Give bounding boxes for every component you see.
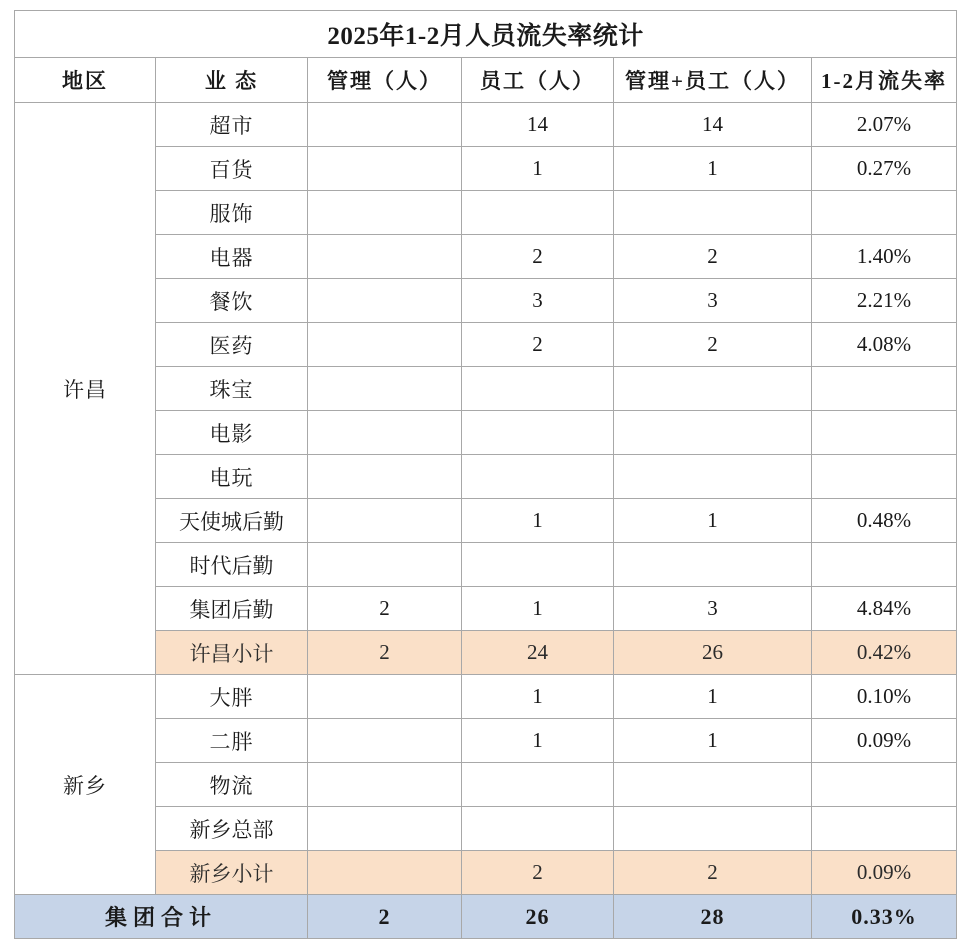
- employees-cell: 1: [462, 719, 614, 763]
- employees-cell: 1: [462, 675, 614, 719]
- table-row: [15, 191, 957, 235]
- format-cell: 物流: [156, 763, 308, 807]
- total-people-cell: 1: [614, 675, 812, 719]
- total-people-cell: 1: [614, 147, 812, 191]
- total-people-cell: [614, 807, 812, 851]
- format-cell: 电器: [156, 235, 308, 279]
- employees-cell: 14: [462, 103, 614, 147]
- format-cell: 电影: [156, 411, 308, 455]
- grand-total-row: [15, 895, 957, 939]
- region-cell-xuchang: 许昌: [15, 103, 156, 675]
- total-people-cell: 14: [614, 103, 812, 147]
- table-row: [15, 807, 957, 851]
- table-row: [15, 763, 957, 807]
- subtotal-employees: 24: [462, 631, 614, 675]
- managers-cell: [308, 719, 462, 763]
- table-row: [15, 411, 957, 455]
- total-people-cell: [614, 191, 812, 235]
- managers-cell: [308, 279, 462, 323]
- total-people-cell: [614, 455, 812, 499]
- loss-rate-cell: 2.21%: [812, 279, 957, 323]
- total-people-cell: [614, 763, 812, 807]
- loss-rate-cell: 4.08%: [812, 323, 957, 367]
- table-row: [15, 675, 957, 719]
- employees-cell: 3: [462, 279, 614, 323]
- managers-cell: [308, 807, 462, 851]
- table-row: [15, 367, 957, 411]
- total-people-cell: 2: [614, 323, 812, 367]
- staff-loss-rate-table: [14, 10, 957, 939]
- table-row: [15, 235, 957, 279]
- employees-cell: [462, 543, 614, 587]
- total-people-cell: [614, 411, 812, 455]
- subtotal-loss-rate: 0.09%: [812, 851, 957, 895]
- loss-rate-cell: [812, 411, 957, 455]
- page-title: 2025年1-2月人员流失率统计: [15, 11, 957, 58]
- total-people-cell: 3: [614, 587, 812, 631]
- table-row: [15, 279, 957, 323]
- table-row: [15, 543, 957, 587]
- loss-rate-cell: 0.10%: [812, 675, 957, 719]
- loss-rate-cell: 0.09%: [812, 719, 957, 763]
- format-cell: 时代后勤: [156, 543, 308, 587]
- total-people-cell: 1: [614, 499, 812, 543]
- managers-cell: [308, 147, 462, 191]
- format-cell: 餐饮: [156, 279, 308, 323]
- subtotal-managers: 2: [308, 631, 462, 675]
- managers-cell: [308, 543, 462, 587]
- format-cell: 新乡总部: [156, 807, 308, 851]
- loss-rate-cell: [812, 543, 957, 587]
- subtotal-loss-rate: 0.42%: [812, 631, 957, 675]
- subtotal-total-people: 26: [614, 631, 812, 675]
- employees-cell: [462, 411, 614, 455]
- managers-cell: [308, 191, 462, 235]
- region-cell-xinxiang: 新乡: [15, 675, 156, 895]
- employees-cell: [462, 807, 614, 851]
- employees-cell: [462, 191, 614, 235]
- total-people-cell: 3: [614, 279, 812, 323]
- managers-cell: [308, 499, 462, 543]
- column-header-managers: 管理（人）: [308, 58, 462, 103]
- format-cell: 电玩: [156, 455, 308, 499]
- table-row: [15, 103, 957, 147]
- managers-cell: [308, 367, 462, 411]
- loss-rate-cell: 2.07%: [812, 103, 957, 147]
- employees-cell: [462, 763, 614, 807]
- managers-cell: [308, 455, 462, 499]
- table-title-row: [15, 11, 957, 58]
- employees-cell: [462, 455, 614, 499]
- employees-cell: 2: [462, 323, 614, 367]
- grand-total-loss-rate: 0.33%: [812, 895, 957, 939]
- employees-cell: 1: [462, 499, 614, 543]
- managers-cell: 2: [308, 587, 462, 631]
- loss-rate-cell: [812, 763, 957, 807]
- managers-cell: [308, 763, 462, 807]
- loss-rate-cell: 0.27%: [812, 147, 957, 191]
- grand-total-employees: 26: [462, 895, 614, 939]
- column-header-region: 地区: [15, 58, 156, 103]
- loss-rate-cell: [812, 807, 957, 851]
- format-cell: 服饰: [156, 191, 308, 235]
- loss-rate-cell: [812, 455, 957, 499]
- format-cell: 医药: [156, 323, 308, 367]
- subtotal-label: 新乡小计: [156, 851, 308, 895]
- table-row: [15, 323, 957, 367]
- format-cell: 大胖: [156, 675, 308, 719]
- managers-cell: [308, 411, 462, 455]
- table-row: [15, 719, 957, 763]
- table-row: [15, 587, 957, 631]
- column-header-employees: 员工（人）: [462, 58, 614, 103]
- grand-total-label: 集团合计: [15, 895, 308, 939]
- managers-cell: [308, 103, 462, 147]
- total-people-cell: [614, 367, 812, 411]
- total-people-cell: 2: [614, 235, 812, 279]
- employees-cell: 2: [462, 235, 614, 279]
- column-header-loss-rate: 1-2月流失率: [812, 58, 957, 103]
- subtotal-total-people: 2: [614, 851, 812, 895]
- format-cell: 珠宝: [156, 367, 308, 411]
- loss-rate-cell: [812, 191, 957, 235]
- managers-cell: [308, 323, 462, 367]
- grand-total-total-people: 28: [614, 895, 812, 939]
- format-cell: 超市: [156, 103, 308, 147]
- subtotal-row-xinxiang: [15, 851, 957, 895]
- employees-cell: [462, 367, 614, 411]
- total-people-cell: 1: [614, 719, 812, 763]
- format-cell: 集团后勤: [156, 587, 308, 631]
- loss-rate-cell: 0.48%: [812, 499, 957, 543]
- column-header-format: 业 态: [156, 58, 308, 103]
- format-cell: 百货: [156, 147, 308, 191]
- employees-cell: 1: [462, 147, 614, 191]
- subtotal-row-xuchang: [15, 631, 957, 675]
- loss-rate-cell: 1.40%: [812, 235, 957, 279]
- managers-cell: [308, 675, 462, 719]
- subtotal-managers: [308, 851, 462, 895]
- subtotal-label: 许昌小计: [156, 631, 308, 675]
- table-header-row: [15, 58, 957, 103]
- format-cell: 二胖: [156, 719, 308, 763]
- table-row: [15, 455, 957, 499]
- column-header-managers-plus-employees: 管理+员工（人）: [614, 58, 812, 103]
- table-row: [15, 499, 957, 543]
- total-people-cell: [614, 543, 812, 587]
- managers-cell: [308, 235, 462, 279]
- grand-total-managers: 2: [308, 895, 462, 939]
- table-row: [15, 147, 957, 191]
- subtotal-employees: 2: [462, 851, 614, 895]
- loss-rate-cell: [812, 367, 957, 411]
- format-cell: 天使城后勤: [156, 499, 308, 543]
- loss-rate-cell: 4.84%: [812, 587, 957, 631]
- employees-cell: 1: [462, 587, 614, 631]
